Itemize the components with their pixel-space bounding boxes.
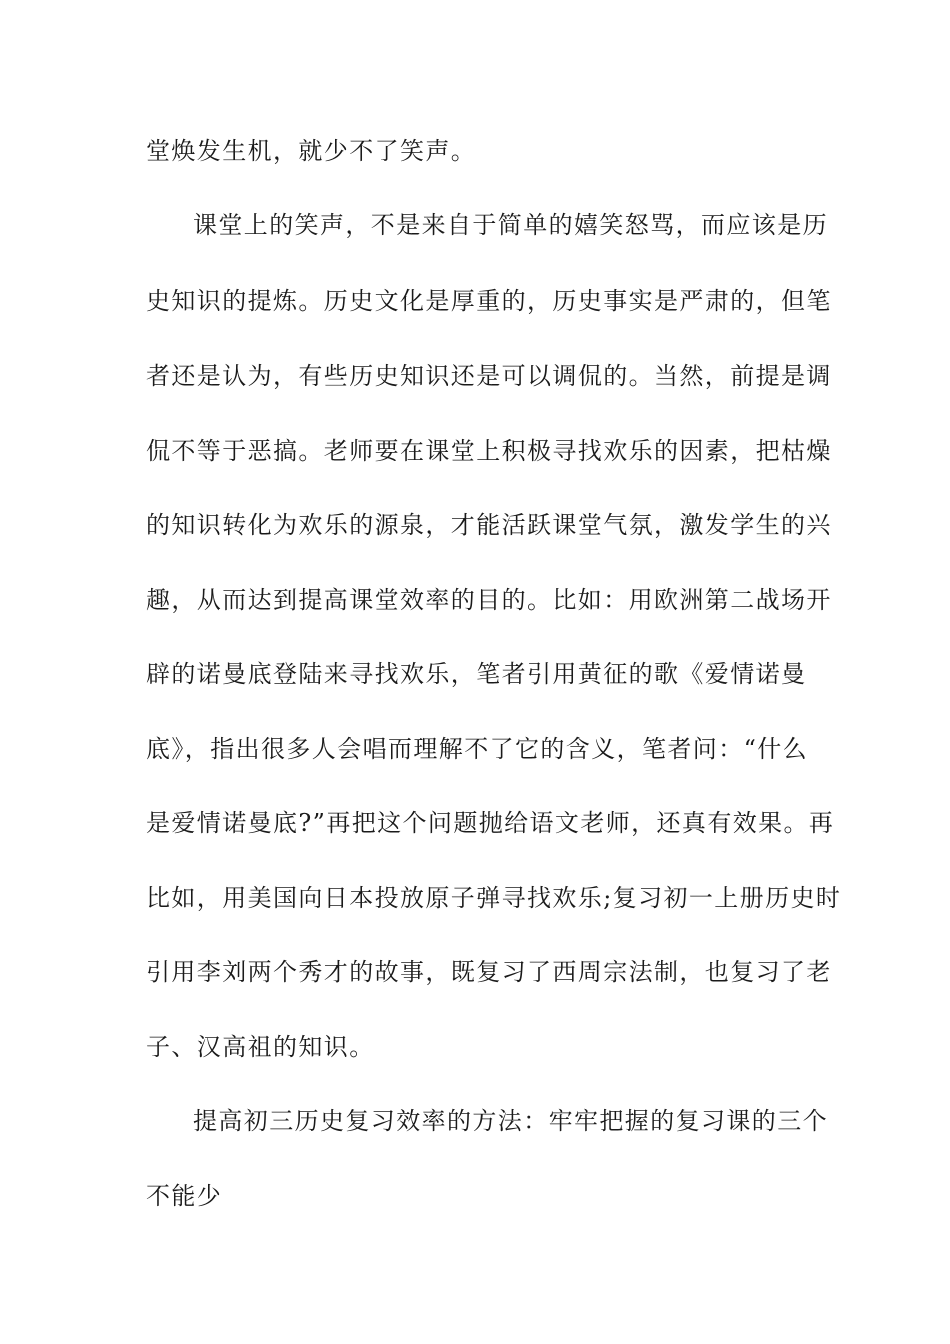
paragraph-2-line-4: 侃不等于恶搞。老师要在课堂上积极寻找欢乐的因素，把枯燥 xyxy=(146,437,832,465)
paragraph-1-line-1: 堂焕发生机，就少不了笑声。 xyxy=(146,137,477,165)
paragraph-2-line-3: 者还是认为，有些历史知识还是可以调侃的。当然，前提是调 xyxy=(146,362,832,390)
paragraph-2-line-10: 比如，用美国向日本投放原子弹寻找欢乐;复习初一上册历史时 xyxy=(146,884,842,912)
paragraph-2-line-1: 课堂上的笑声，不是来自于简单的嬉笑怒骂，而应该是历 xyxy=(193,211,828,239)
heading-line-1: 提高初三历史复习效率的方法：牢牢把握的复习课的三个 xyxy=(193,1107,828,1135)
paragraph-2-line-2: 史知识的提炼。历史文化是厚重的，历史事实是严肃的，但笔 xyxy=(146,287,832,315)
paragraph-2-line-5: 的知识转化为欢乐的源泉，才能活跃课堂气氛，激发学生的兴 xyxy=(146,511,832,539)
heading-line-2: 不能少 xyxy=(146,1182,223,1210)
paragraph-2-line-11: 引用李刘两个秀才的故事，既复习了西周宗法制，也复习了老 xyxy=(146,958,832,986)
paragraph-2-line-12: 子、汉高祖的知识。 xyxy=(146,1033,375,1061)
paragraph-2-line-9: 是爱情诺曼底?”再把这个问题抛给语文老师，还真有效果。再 xyxy=(146,809,835,837)
paragraph-2-line-8: 底》，指出很多人会唱而理解不了它的含义，笔者问：“什么 xyxy=(146,735,809,763)
paragraph-2-line-6: 趣，从而达到提高课堂效率的目的。比如：用欧洲第二战场开 xyxy=(146,586,832,614)
paragraph-2-line-7: 辟的诺曼底登陆来寻找欢乐，笔者引用黄征的歌《爱情诺曼 xyxy=(146,660,807,688)
